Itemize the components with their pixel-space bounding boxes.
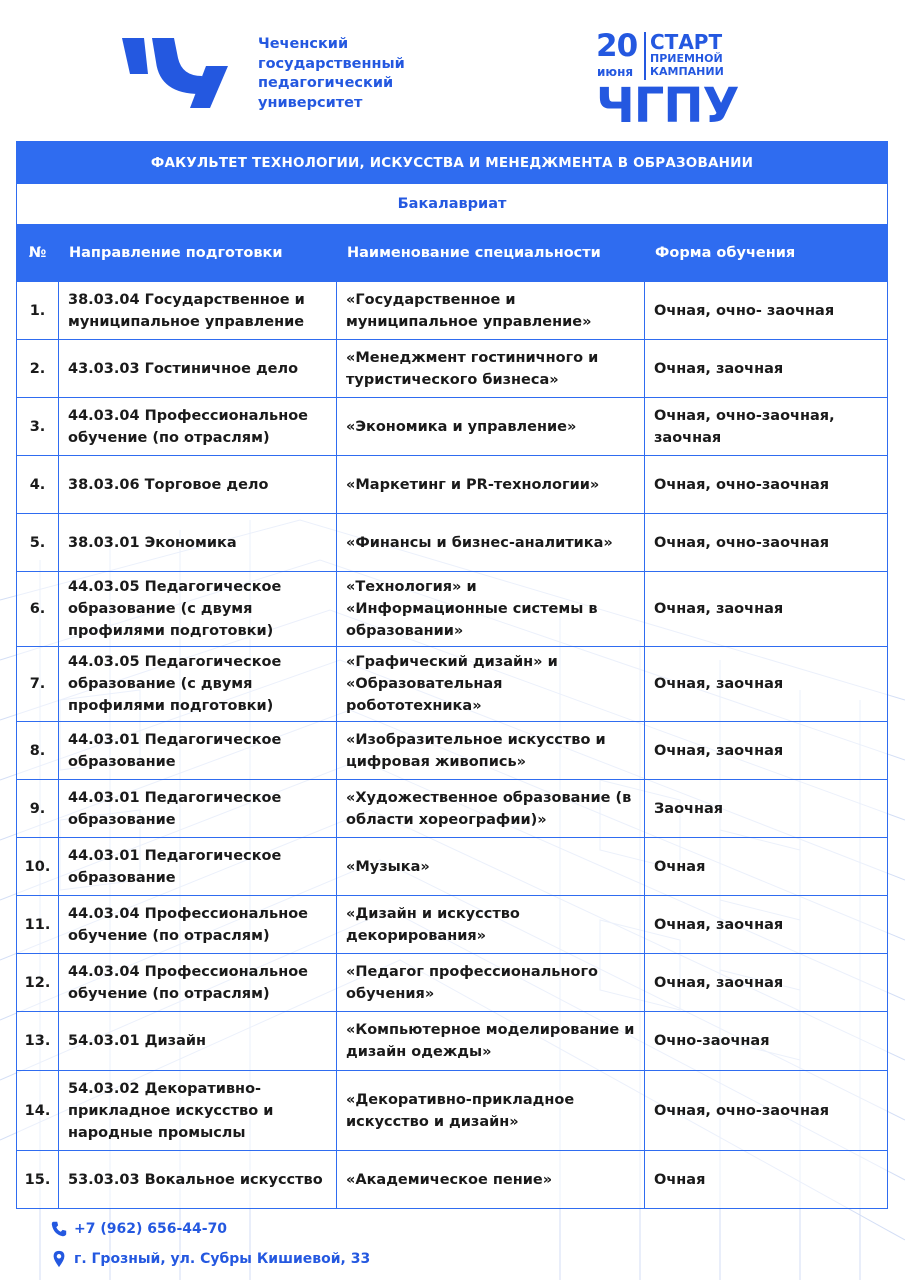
table-row <box>17 572 888 647</box>
faculty-row <box>17 142 888 184</box>
address-contact <box>50 1244 370 1274</box>
row-form: Очная, заочная <box>645 647 888 722</box>
row-direction: 53.03.03 Вокальное искусство <box>59 1151 337 1209</box>
row-specialty: «Художественное образование (в области хореографии)» <box>337 780 645 838</box>
campaign-line-2: ПРИЕМНОЙ <box>650 52 723 65</box>
level-title: Бакалавриат <box>17 184 888 225</box>
campaign-abbreviation: ЧГПУ <box>596 78 739 134</box>
row-specialty: «Маркетинг и PR-технологии» <box>337 456 645 514</box>
row-form: Очная, очно-заочная <box>645 514 888 572</box>
row-direction: 38.03.01 Экономика <box>59 514 337 572</box>
row-direction: 54.03.02 Декоративно-прикладное искусство и народные промыслы <box>59 1071 337 1151</box>
row-form: Очная, заочная <box>645 340 888 398</box>
phone-contact[interactable] <box>50 1214 370 1244</box>
row-number: 8. <box>17 722 59 780</box>
column-header-specialty: Наименование специальности <box>337 225 645 282</box>
row-form: Очная, заочная <box>645 896 888 954</box>
row-specialty: «Музыка» <box>337 838 645 896</box>
row-specialty: «Графический дизайн» и «Образовательная робототехника» <box>337 647 645 722</box>
row-specialty: «Академическое пение» <box>337 1151 645 1209</box>
row-form: Очная, очно-заочная, заочная <box>645 398 888 456</box>
row-number: 15. <box>17 1151 59 1209</box>
row-form: Очная <box>645 838 888 896</box>
row-number: 2. <box>17 340 59 398</box>
row-direction: 44.03.01 Педагогическое образование <box>59 722 337 780</box>
university-logo-icon <box>118 36 234 110</box>
location-pin-icon <box>50 1249 68 1269</box>
row-form: Очная, заочная <box>645 954 888 1012</box>
campaign-day: 20 <box>596 28 638 64</box>
table-row <box>17 1151 888 1209</box>
row-specialty: «Педагог профессионального обучения» <box>337 954 645 1012</box>
university-name-line: государственный <box>258 55 405 72</box>
row-number: 11. <box>17 896 59 954</box>
row-number: 1. <box>17 282 59 340</box>
university-name-line: Чеченский <box>258 36 349 52</box>
faculty-title: ФАКУЛЬТЕТ ТЕХНОЛОГИИ, ИСКУССТВА И МЕНЕДЖМЕНТА В ОБРАЗОВАНИИ <box>17 142 888 184</box>
row-direction: 44.03.04 Профессиональное обучение (по отраслям) <box>59 954 337 1012</box>
table-row <box>17 398 888 456</box>
campaign-divider <box>644 32 646 80</box>
table-row <box>17 838 888 896</box>
university-name-line: педагогический <box>258 75 394 91</box>
column-header-direction: Направление подготовки <box>59 225 337 282</box>
row-number: 5. <box>17 514 59 572</box>
row-specialty: «Государственное и муниципальное управление» <box>337 282 645 340</box>
university-name <box>258 35 405 113</box>
column-header-number: № <box>17 225 59 282</box>
table-row <box>17 722 888 780</box>
row-form: Заочная <box>645 780 888 838</box>
row-number: 12. <box>17 954 59 1012</box>
row-number: 13. <box>17 1012 59 1071</box>
table-row <box>17 456 888 514</box>
table-row <box>17 514 888 572</box>
row-number: 6. <box>17 572 59 647</box>
row-specialty: «Менеджмент гостиничного и туристического бизнеса» <box>337 340 645 398</box>
campaign-badge <box>594 28 739 134</box>
table-row <box>17 340 888 398</box>
university-name-line: университет <box>258 94 363 111</box>
row-form: Очная, очно-заочная <box>645 456 888 514</box>
table-row <box>17 780 888 838</box>
table-row <box>17 1012 888 1071</box>
level-row <box>17 184 888 225</box>
row-form: Очная <box>645 1151 888 1209</box>
row-specialty: «Финансы и бизнес-аналитика» <box>337 514 645 572</box>
row-number: 14. <box>17 1071 59 1151</box>
row-number: 10. <box>17 838 59 896</box>
row-direction: 54.03.01 Дизайн <box>59 1012 337 1071</box>
row-direction: 44.03.04 Профессиональное обучение (по отраслям) <box>59 398 337 456</box>
row-form: Очная, заочная <box>645 722 888 780</box>
column-header-row <box>17 225 888 282</box>
row-specialty: «Изобразительное искусство и цифровая живопись» <box>337 722 645 780</box>
row-specialty: «Экономика и управление» <box>337 398 645 456</box>
row-direction: 44.03.01 Педагогическое образование <box>59 780 337 838</box>
contact-footer <box>50 1214 370 1274</box>
row-specialty: «Декоративно-прикладное искусство и дизайн» <box>337 1071 645 1151</box>
row-specialty: «Технология» и «Информационные системы в образовании» <box>337 572 645 647</box>
row-form: Очная, заочная <box>645 572 888 647</box>
programs-table <box>16 141 888 1209</box>
row-specialty: «Компьютерное моделирование и дизайн одежды» <box>337 1012 645 1071</box>
table-row <box>17 282 888 340</box>
campaign-month: июня <box>597 65 634 79</box>
row-number: 7. <box>17 647 59 722</box>
table-row <box>17 647 888 722</box>
row-form: Очная, очно-заочная <box>645 1071 888 1151</box>
phone-number: +7 (962) 656-44-70 <box>74 1221 228 1237</box>
row-direction: 43.03.03 Гостиничное дело <box>59 340 337 398</box>
row-specialty: «Дизайн и искусство декорирования» <box>337 896 645 954</box>
table-body <box>17 282 888 1209</box>
row-direction: 44.03.05 Педагогическое образование (с двумя профилями подготовки) <box>59 572 337 647</box>
row-direction: 44.03.04 Профессиональное обучение (по отраслям) <box>59 896 337 954</box>
row-number: 9. <box>17 780 59 838</box>
page-header <box>0 0 905 140</box>
row-direction: 38.03.04 Государственное и муниципальное управление <box>59 282 337 340</box>
row-direction: 38.03.06 Торговое дело <box>59 456 337 514</box>
row-direction: 44.03.05 Педагогическое образование (с двумя профилями подготовки) <box>59 647 337 722</box>
column-header-form: Форма обучения <box>645 225 888 282</box>
row-form: Очная, очно- заочная <box>645 282 888 340</box>
row-number: 3. <box>17 398 59 456</box>
table-row <box>17 954 888 1012</box>
campaign-line-3: КАМПАНИИ <box>650 65 724 78</box>
programs-table-container <box>16 141 887 1209</box>
phone-icon <box>50 1219 68 1239</box>
campaign-start: СТАРТ <box>650 30 723 54</box>
row-number: 4. <box>17 456 59 514</box>
table-row <box>17 896 888 954</box>
address-text: г. Грозный, ул. Субры Кишиевой, 33 <box>74 1251 371 1267</box>
row-direction: 44.03.01 Педагогическое образование <box>59 838 337 896</box>
table-row <box>17 1071 888 1151</box>
row-form: Очно-заочная <box>645 1012 888 1071</box>
